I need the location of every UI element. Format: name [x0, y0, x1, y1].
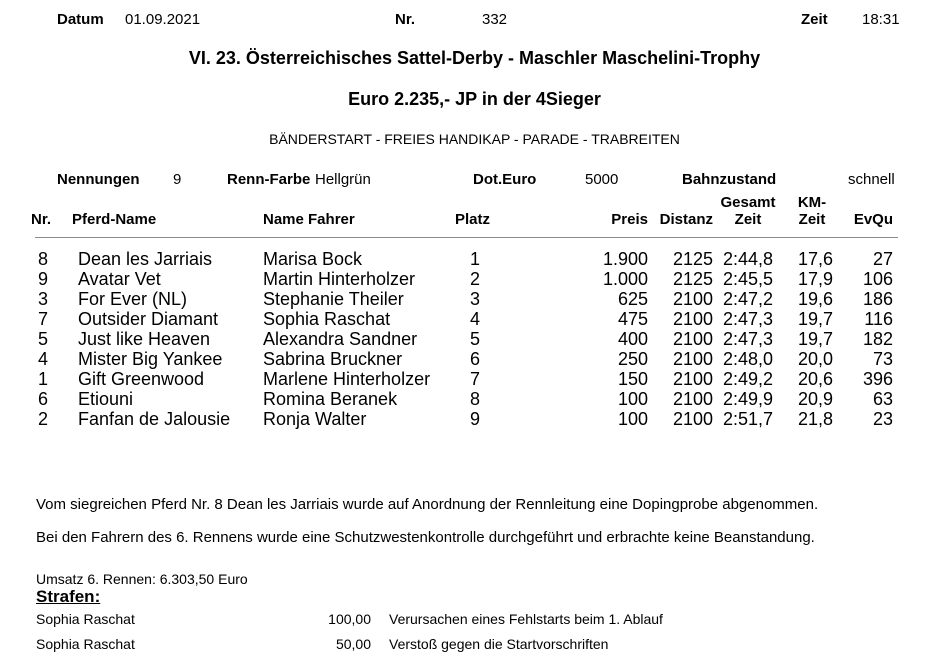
zeit-value: 18:31	[862, 11, 900, 28]
header-divider	[35, 237, 898, 238]
cell-start-nr: 3	[37, 289, 48, 309]
cell-gesamt-zeit: 2:47,2	[722, 289, 774, 309]
cell-pferd-name: Gift Greenwood	[78, 369, 205, 389]
nr-label: Nr.	[395, 11, 416, 28]
result-row	[0, 329, 949, 349]
cell-spacer	[48, 309, 78, 329]
cell-name-fahrer: Sophia Raschat	[263, 309, 391, 329]
cell-distanz: 2125	[672, 249, 713, 269]
strafe-row	[0, 609, 949, 634]
cell-name-fahrer: Marlene Hinterholzer	[263, 369, 431, 389]
cell-pferd-name: Avatar Vet	[78, 269, 161, 289]
cell-preis: 150	[617, 369, 648, 389]
cell-spacer	[48, 409, 78, 429]
cell-km-zeit: 19,7	[797, 309, 833, 329]
cell-evqu: 182	[862, 329, 893, 349]
cell-start-nr: 7	[37, 309, 48, 329]
cell-platz: 8	[470, 389, 481, 409]
cell-evqu: 63	[872, 389, 893, 409]
cell-km-zeit: 19,7	[797, 329, 833, 349]
header-km-line1: KM-	[797, 194, 827, 211]
cell-gesamt-zeit: 2:49,2	[722, 369, 774, 389]
header-pferd-name: Pferd-Name	[72, 211, 157, 228]
cell-pferd-name: Outsider Diamant	[78, 309, 219, 329]
cell-start-nr: 1	[37, 369, 48, 389]
strafen-list	[0, 609, 949, 659]
cell-distanz: 2100	[672, 289, 713, 309]
cell-evqu: 106	[862, 269, 893, 289]
cell-name-fahrer: Sabrina Bruckner	[263, 349, 403, 369]
cell-pferd-name: Just like Heaven	[78, 329, 211, 349]
cell-platz: 6	[470, 349, 481, 369]
cell-evqu: 73	[872, 349, 893, 369]
rennfarbe-label: Renn-Farbe	[227, 171, 311, 188]
cell-km-zeit: 20,9	[797, 389, 833, 409]
race-title: VI. 23. Österreichisches Sattel-Derby - Maschler Maschelini-Trophy	[188, 48, 761, 68]
cell-start-nr: 5	[37, 329, 48, 349]
cell-distanz: 2100	[672, 389, 713, 409]
cell-platz: 2	[470, 269, 481, 289]
header-preis: Preis	[611, 211, 648, 228]
cell-preis: 475	[617, 309, 648, 329]
cell-gesamt-zeit: 2:47,3	[722, 309, 774, 329]
result-row	[0, 349, 949, 369]
cell-gesamt-zeit: 2:47,3	[722, 329, 774, 349]
cell-name-fahrer: Alexandra Sandner	[263, 329, 418, 349]
header-name-fahrer: Name Fahrer	[263, 211, 355, 228]
result-row	[0, 249, 949, 269]
result-row	[0, 389, 949, 409]
cell-spacer	[48, 289, 78, 309]
cell-preis: 250	[617, 349, 648, 369]
cell-evqu: 23	[872, 409, 893, 429]
strafe-grund: Verstoß gegen die Startvorschriften	[389, 636, 609, 652]
cell-evqu: 27	[872, 249, 893, 269]
cell-spacer	[48, 249, 78, 269]
cell-spacer	[48, 389, 78, 409]
header-evqu: EvQu	[853, 211, 893, 228]
header-platz: Platz	[455, 211, 491, 228]
cell-gesamt-zeit: 2:44,8	[722, 249, 774, 269]
cell-evqu: 116	[864, 309, 893, 329]
cell-distanz: 2100	[672, 409, 713, 429]
cell-evqu: 396	[862, 369, 893, 389]
umsatz-line: Umsatz 6. Rennen: 6.303,50 Euro	[36, 571, 248, 587]
cell-start-nr: 4	[37, 349, 48, 369]
result-row	[0, 409, 949, 429]
cell-platz: 5	[470, 329, 481, 349]
cell-km-zeit: 19,6	[797, 289, 833, 309]
header-gesamt-line1: Gesamt	[720, 194, 776, 211]
race-conditions: BÄNDERSTART - FREIES HANDIKAP - PARADE - TRABREITEN	[269, 131, 680, 147]
strafe-row	[0, 634, 949, 659]
cell-name-fahrer: Marisa Bock	[263, 249, 363, 269]
cell-spacer	[48, 349, 78, 369]
cell-platz: 4	[470, 309, 481, 329]
datum-label: Datum	[57, 11, 104, 28]
results-table-body	[0, 249, 949, 429]
cell-preis: 100	[617, 409, 648, 429]
strafe-name: Sophia Raschat	[36, 611, 135, 627]
header-km-line2: Zeit	[798, 211, 826, 228]
cell-platz: 9	[470, 409, 481, 429]
cell-name-fahrer: Martin Hinterholzer	[263, 269, 416, 289]
bahnzustand-value: schnell	[848, 171, 895, 188]
cell-gesamt-zeit: 2:51,7	[722, 409, 774, 429]
strafe-grund: Verursachen eines Fehlstarts beim 1. Ablauf	[389, 611, 663, 627]
purse-title: Euro 2.235,- JP in der 4Sieger	[348, 89, 601, 109]
cell-pferd-name: Mister Big Yankee	[78, 349, 223, 369]
cell-distanz: 2100	[672, 309, 713, 329]
cell-pferd-name: Fanfan de Jalousie	[78, 409, 231, 429]
header-distanz: Distanz	[659, 211, 713, 228]
cell-gesamt-zeit: 2:45,5	[722, 269, 774, 289]
bahnzustand-label: Bahnzustand	[682, 171, 777, 188]
cell-km-zeit: 17,6	[797, 249, 833, 269]
cell-platz: 7	[470, 369, 481, 389]
rennfarbe-value: Hellgrün	[315, 171, 371, 188]
cell-platz: 1	[470, 249, 481, 269]
nennungen-label: Nennungen	[57, 171, 140, 188]
header-gesamt-line2: Zeit	[734, 211, 762, 228]
cell-gesamt-zeit: 2:48,0	[722, 349, 774, 369]
doteuro-value: 5000	[585, 171, 619, 188]
cell-pferd-name: For Ever (NL)	[78, 289, 188, 309]
strafe-name: Sophia Raschat	[36, 636, 135, 652]
cell-name-fahrer: Romina Beranek	[263, 389, 398, 409]
result-row	[0, 369, 949, 389]
datum-value: 01.09.2021	[125, 11, 201, 28]
result-row	[0, 269, 949, 289]
cell-pferd-name: Etiouni	[78, 389, 134, 409]
zeit-label: Zeit	[801, 11, 828, 28]
result-row	[0, 289, 949, 309]
cell-gesamt-zeit: 2:49,9	[722, 389, 774, 409]
cell-name-fahrer: Ronja Walter	[263, 409, 367, 429]
cell-preis: 400	[617, 329, 648, 349]
cell-distanz: 2125	[672, 269, 713, 289]
cell-distanz: 2100	[672, 369, 713, 389]
cell-preis: 1.900	[602, 249, 648, 269]
cell-preis: 100	[617, 389, 648, 409]
header-nr: Nr.	[31, 211, 52, 228]
cell-start-nr: 9	[37, 269, 48, 289]
nennungen-value: 9	[173, 171, 182, 188]
cell-preis: 1.000	[602, 269, 648, 289]
cell-name-fahrer: Stephanie Theiler	[263, 289, 404, 309]
schutzweste-note: Bei den Fahrern des 6. Rennens wurde eine Schutzwestenkontrolle durchgeführt und erbrachte keine Beanstandung.	[36, 529, 815, 546]
strafe-betrag: 100,00	[328, 611, 371, 627]
cell-preis: 625	[617, 289, 648, 309]
doteuro-label: Dot.Euro	[473, 171, 537, 188]
cell-km-zeit: 20,0	[797, 349, 833, 369]
cell-km-zeit: 17,9	[797, 269, 833, 289]
cell-km-zeit: 21,8	[797, 409, 833, 429]
nr-value: 332	[482, 11, 508, 28]
cell-pferd-name: Dean les Jarriais	[78, 249, 213, 269]
strafe-betrag: 50,00	[335, 636, 371, 652]
cell-evqu: 186	[862, 289, 893, 309]
cell-distanz: 2100	[672, 329, 713, 349]
cell-start-nr: 6	[37, 389, 48, 409]
cell-platz: 3	[470, 289, 481, 309]
strafen-heading: Strafen:	[36, 587, 101, 606]
result-row	[0, 309, 949, 329]
cell-spacer	[48, 369, 78, 389]
cell-km-zeit: 20,6	[797, 369, 833, 389]
cell-spacer	[48, 329, 78, 349]
doping-note: Vom siegreichen Pferd Nr. 8 Dean les Jarriais wurde auf Anordnung der Rennleitung eine Dopingprobe abgenommen.	[36, 496, 819, 513]
cell-distanz: 2100	[672, 349, 713, 369]
cell-start-nr: 8	[37, 249, 48, 269]
cell-start-nr: 2	[37, 409, 48, 429]
cell-spacer	[48, 269, 78, 289]
